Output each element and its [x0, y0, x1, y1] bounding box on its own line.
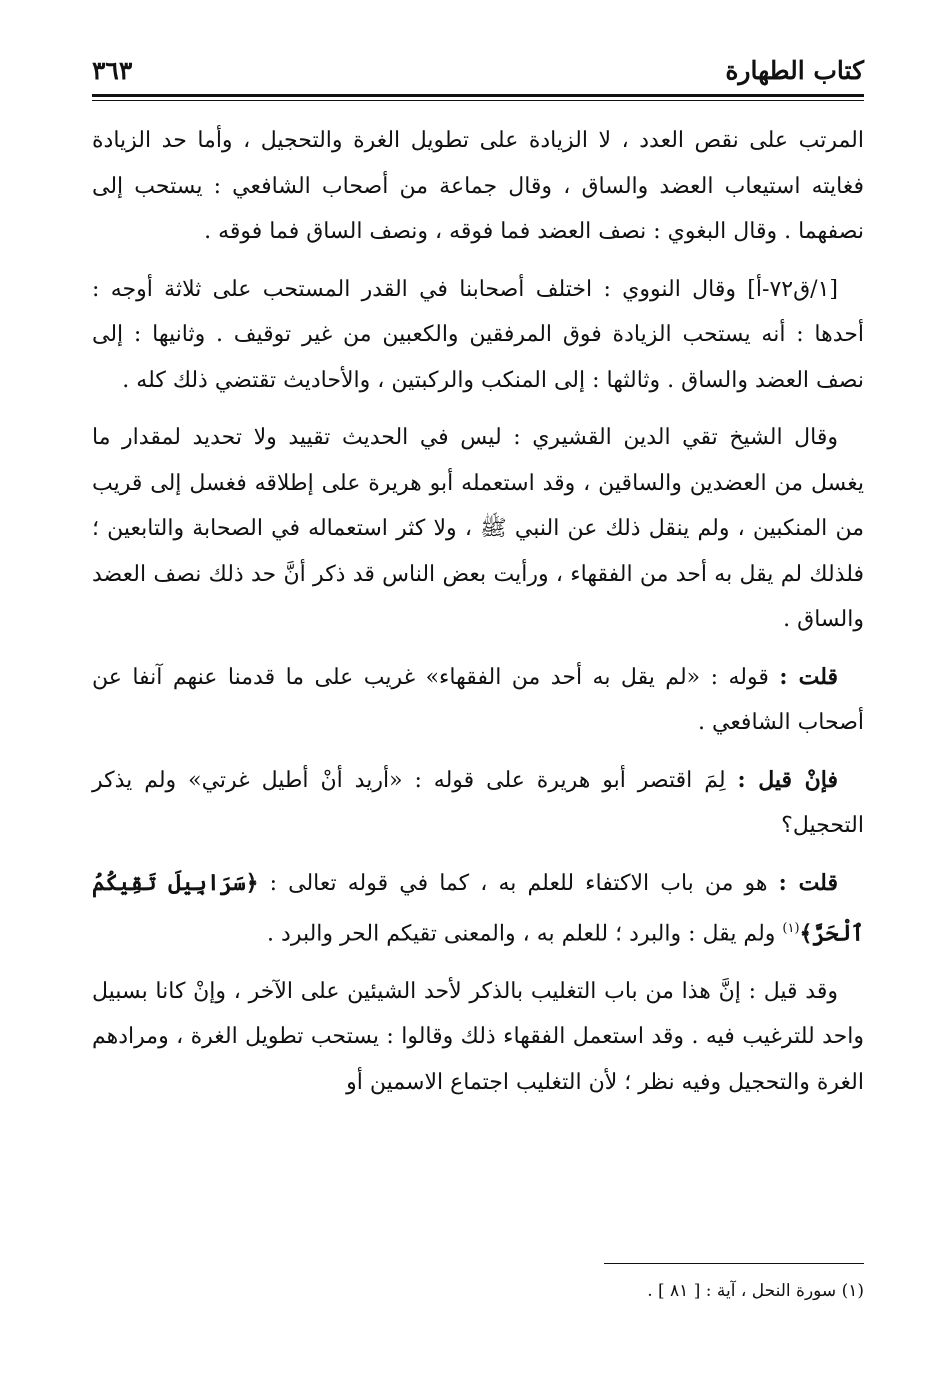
footnote: (١) سورة النحل ، آية : [ ٨١ ] .: [647, 1281, 864, 1301]
header-rule-thick: [92, 94, 864, 97]
footnote-ref: (١): [782, 921, 800, 936]
paragraph-6-text-a: هو من باب الاكتفاء للعلم به ، كما في قوله تعالى :: [269, 870, 768, 896]
footnote-rule: [604, 1263, 864, 1264]
paragraph-6-lead: قلت :: [778, 869, 838, 896]
paragraph-4-text: قوله : «لم يقل به أحد من الفقهاء» غريب على ما قدمنا عنهم آنفا عن أصحاب الشافعي .: [92, 664, 864, 735]
paragraph-3: وقال الشيخ تقي الدين القشيري : ليس في الحديث تقييد ولا تحديد لمقدار ما يغسل من العضدين والساقين ، وقد استعمله أبو هريرة على إطلاقه فغسل إلى قريب من المنكبين ، ولم ينقل ذلك عن النبي ﷺ ، ولا كثر استعماله في الصحابة والتابعين ؛ فلذلك لم يقل به أحد من الفقهاء ، ورأيت بعض الناس قد ذكر أنَّ حد ذلك نصف العضد والساق .: [92, 425, 864, 632]
paragraph-5-lead: فإنْ قيل :: [737, 766, 838, 793]
paragraph-5-text: لِمَ اقتصر أبو هريرة على قوله : «أريد أنْ أطيل غرتي» ولم يذكر التحجيل؟: [92, 767, 864, 838]
paragraph-5: [92, 758, 864, 849]
paragraph-4: [92, 655, 864, 746]
paragraph-6: [92, 861, 864, 957]
chapter-title: كتاب الطهارة: [725, 56, 864, 85]
paragraph-1: المرتب على نقص العدد ، لا الزيادة على تطويل الغرة والتحجيل ، وأما حد الزيادة فغايته استيعاب العضد والساق ، وقال جماعة من أصحاب الشافعي : يستحب إلى نصفهما . وقال البغوي : نصف العضد فما فوقه ، ونصف الساق فما فوقه .: [92, 128, 864, 244]
page-header: [92, 52, 864, 94]
main-text: [92, 118, 864, 1117]
paragraph-2: [١/ق٧٢-أ] وقال النووي : اختلف أصحابنا في القدر المستحب على ثلاثة أوجه : أحدها : أنه يستحب الزيادة فوق المرفقين والكعبين من غير توقيف . وثانيها : إلى نصف العضد والساق . وثالثها : إلى المنكب والركبتين ، والأحاديث تقتضي ذلك كله .: [92, 276, 864, 393]
paragraph-6-text-b: ولم يقل : والبرد ؛ للعلم به ، والمعنى تقيكم الحر والبرد .: [267, 921, 776, 947]
paragraph-7: وقد قيل : إنَّ هذا من باب التغليب بالذكر لأحد الشيئين على الآخر ، وإنْ كانا بسبيل واحد للترغيب فيه . وقد استعمل الفقهاء ذلك وقالوا : يستحب تطويل الغرة ، ومرادهم الغرة والتحجيل وفيه نظر ؛ لأن التغليب اجتماع الاسمين أو: [92, 978, 864, 1095]
header-rule-thin: [92, 100, 864, 101]
quran-quote: ﴿سَرَابِيلَ تَقِيكُمُ ٱلْحَرَّ﴾: [92, 869, 864, 947]
paragraph-4-lead: قلت :: [779, 663, 838, 690]
page-number: ٣٦٣: [92, 56, 133, 85]
